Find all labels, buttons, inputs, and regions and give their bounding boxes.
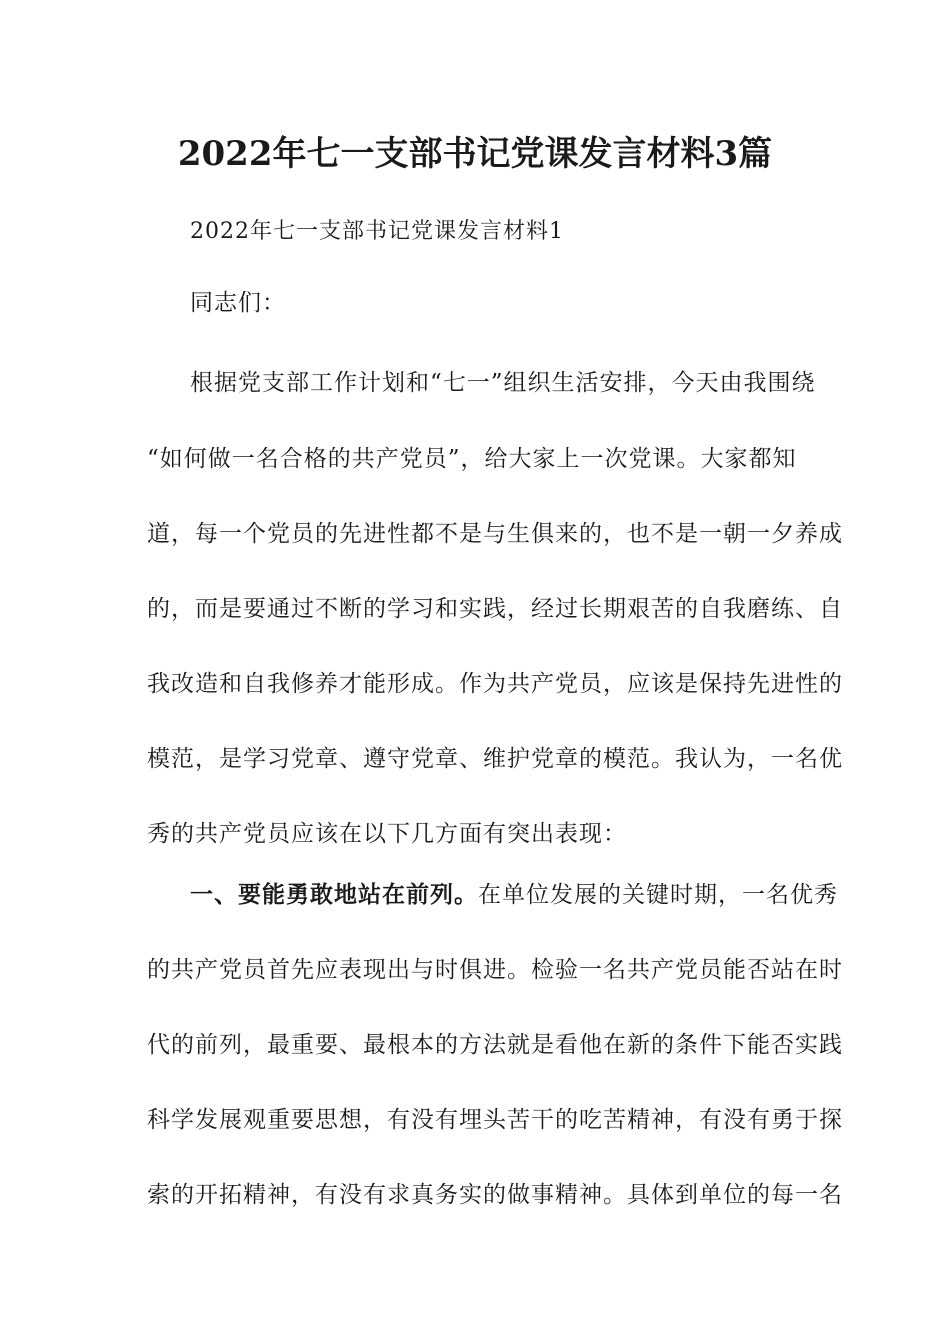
paragraph-line: 模范，是学习党章、遵守党章、维护党章的模范。我认为，一名优 (147, 746, 843, 772)
document-title: 2022年七一支部书记党课发言材料3篇 (177, 134, 773, 174)
paragraph-text: 在单位发展的关键时期，一名优秀 (478, 882, 838, 908)
greeting: 同志们： (190, 290, 286, 316)
paragraph-line: 的共产党员首先应表现出与时俱进。检验一名共产党员能否站在时 (147, 957, 843, 983)
paragraph-line: 根据党支部工作计划和“七一”组织生活安排，今天由我围绕 (190, 370, 816, 396)
paragraph-line: 科学发展观重要思想，有没有埋头苦干的吃苦精神，有没有勇于探 (147, 1107, 843, 1133)
paragraph-line: “如何做一名合格的共产党员”，给大家上一次党课。大家都知 (147, 446, 797, 472)
paragraph-line: 索的开拓精神，有没有求真务实的做事精神。具体到单位的每一名 (147, 1182, 843, 1208)
section-subtitle: 2022年七一支部书记党课发言材料1 (190, 219, 564, 244)
paragraph-line: 我改造和自我修养才能形成。作为共产党员，应该是保持先进性的 (147, 671, 843, 697)
paragraph-line: 秀的共产党员应该在以下几方面有突出表现： (147, 821, 627, 847)
section-heading: 一、要能勇敢地站在前列。 (190, 881, 478, 908)
paragraph-line (190, 878, 850, 912)
paragraph-line: 的，而是要通过不断的学习和实践，经过长期艰苦的自我磨练、自 (147, 596, 843, 622)
paragraph-line: 道，每一个党员的先进性都不是与生俱来的，也不是一朝一夕养成 (147, 521, 843, 547)
paragraph-line: 代的前列，最重要、最根本的方法就是看他在新的条件下能否实践 (147, 1032, 843, 1058)
